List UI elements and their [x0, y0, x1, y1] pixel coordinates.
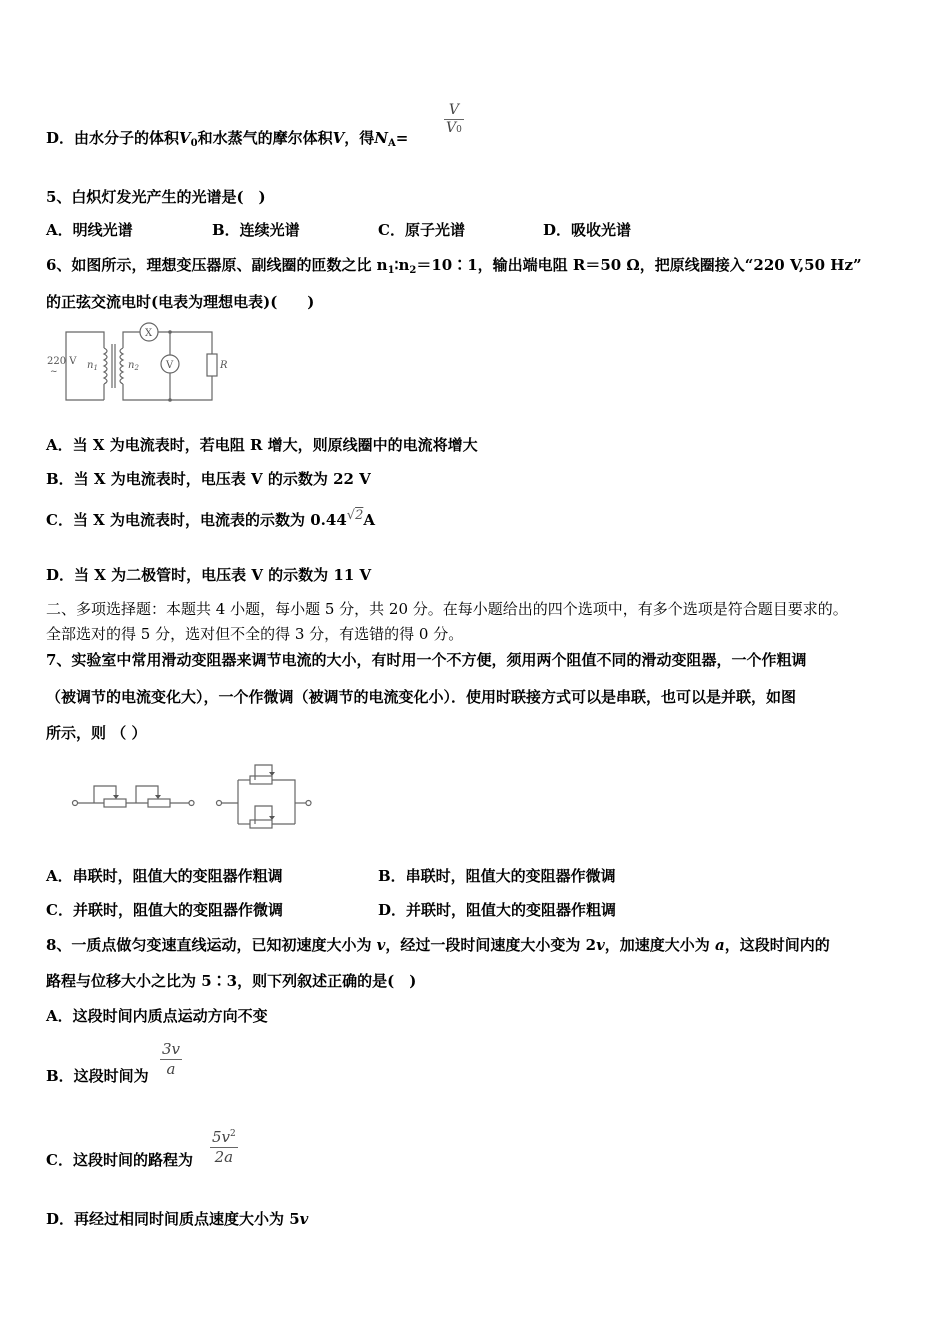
q8-v1: v — [376, 936, 386, 954]
q8d-v: v — [299, 1210, 309, 1228]
q6-option-c — [46, 510, 375, 532]
series-rheostat-2 — [148, 799, 170, 807]
q6-n1-sub: 1 — [387, 265, 395, 276]
q6c-sqrt-value: 2 — [355, 508, 364, 523]
q7-option-a: A．串联时，阻值大的变阻器作粗调 — [46, 867, 283, 885]
svg-text:~: ~ — [50, 367, 58, 377]
q6-colon: ∶n — [394, 256, 410, 274]
q8-option-a: A．这段时间内质点运动方向不变 — [46, 1007, 268, 1025]
q4d-mid: 和水蒸气的摩尔体积 — [197, 129, 333, 147]
q8-stem1-d: ，这段时间内的 — [724, 936, 830, 954]
q8-option-d — [46, 1209, 308, 1229]
q6-option-b: B．当 X 为电流表时，电压表 V 的示数为 22 V — [46, 470, 371, 488]
q8-option-c: C．这段时间的路程为 — [46, 1151, 193, 1169]
q8c-num-text: 5v — [212, 1128, 231, 1146]
q7-rheostat-figure — [66, 760, 316, 832]
q7-option-b: B．串联时，阻值大的变阻器作微调 — [378, 867, 616, 885]
q4d-v: V — [332, 129, 345, 147]
q4d-fraction — [444, 102, 464, 139]
q8d-pre: D．再经过相同时间质点速度大小为 5 — [46, 1210, 300, 1228]
q4d-v0: V — [179, 129, 191, 147]
q8b-num: 3v — [162, 1040, 181, 1058]
q4d-text: D．由水分子的体积 — [46, 129, 180, 147]
label-n2: $n_2$ — [128, 360, 139, 372]
q8-stem-line1 — [46, 935, 830, 955]
q4d-frac-num: V — [444, 102, 464, 120]
q6-stem1b: ＝10∶1，输出端电阻 R＝50 Ω，把原线圈接入“220 V,50 Hz” — [416, 256, 862, 274]
section2-line2: 全部选对的得 5 分，选对但不全的得 3 分，有选错的得 0 分。 — [46, 625, 464, 643]
q6-option-a: A．当 X 为电流表时，若电阻 R 增大，则原线圈中的电流将增大 — [46, 436, 478, 454]
resistor-r — [207, 354, 217, 376]
q8-stem1-b: ，经过一段时间速度大小变为 2 — [385, 936, 597, 954]
q6-stem-line2: 的正弦交流电时(电表为理想电表)( ) — [46, 293, 315, 311]
q4d-eq: = — [395, 129, 409, 147]
q8b-fraction — [160, 1040, 182, 1079]
q5-stem: 5、白炽灯发光产生的光谱是( ) — [46, 188, 266, 206]
label-x: X — [145, 328, 153, 339]
q7-stem-line1: 7、实验室中常用滑动变阻器来调节电流的大小，有时用一个不方便，须用两个阻值不同的滑动变阻器，一个作粗调 — [46, 651, 807, 669]
q4d-v0-sub: 0 — [190, 138, 198, 149]
q8c-num — [210, 1125, 238, 1148]
q4d-na: N — [374, 129, 389, 147]
q4d-frac-den — [444, 120, 464, 139]
q5-option-a: A．明线光谱 — [46, 221, 133, 239]
label-v: V — [166, 360, 174, 371]
q6-stem1: 6、如图所示，理想变压器原、副线圈的匝数之比 n — [46, 256, 388, 274]
q7-option-d: D．并联时，阻值大的变阻器作粗调 — [378, 901, 617, 919]
q8-v2: v — [596, 936, 605, 954]
q8-stem1-a: 8、一质点做匀变速直线运动，已知初速度大小为 — [46, 936, 377, 954]
q7-stem-line3: 所示，则 （ ） — [46, 724, 147, 742]
q8c-den: 2a — [214, 1148, 234, 1166]
label-n1: $n_1$ — [87, 360, 98, 372]
q7-stem-line2: （被调节的电流变化大），一个作微调（被调节的电流变化小）．使用时联接方式可以是串联，也可以是并联，如图 — [46, 688, 797, 706]
q8b-den: a — [166, 1060, 176, 1078]
q5-option-b: B．连续光谱 — [212, 221, 300, 239]
label-r: R — [220, 360, 228, 371]
label-220v: 220 V — [47, 356, 77, 367]
q4d-frac-den-sub: 0 — [456, 125, 462, 135]
q6-option-d: D．当 X 为二极管时，电压表 V 的示数为 11 V — [46, 566, 372, 584]
q8c-num-sup: 2 — [230, 1129, 236, 1139]
q7-option-c: C．并联时，阻值大的变阻器作微调 — [46, 901, 283, 919]
section2-line1: 二、多项选择题：本题共 4 小题，每小题 5 分，共 20 分。在每小题给出的四个选项中，有多个选项是符合题目要求的。 — [46, 600, 848, 618]
q8-stem1-c: ，加速度大小为 — [604, 936, 716, 954]
q5-option-d: D．吸收光谱 — [543, 221, 632, 239]
parallel-rheostat-2 — [250, 820, 272, 828]
series-rheostat-1 — [104, 799, 126, 807]
q4d-tail: ，得 — [344, 129, 375, 147]
q8c-fraction — [210, 1125, 238, 1167]
q8-option-b: B．这段时间为 — [46, 1067, 149, 1085]
q6c-post: A — [363, 511, 375, 529]
sqrt-icon: √2 — [346, 508, 364, 523]
q8-a1: a — [715, 936, 725, 954]
q4-option-d — [46, 128, 408, 154]
primary-coil — [104, 348, 107, 384]
parallel-rheostat-1 — [250, 776, 272, 784]
q6c-pre: C．当 X 为电流表时，电流表的示数为 0.44 — [46, 511, 347, 529]
q8-stem-line2: 路程与位移大小之比为 5∶3，则下列叙述正确的是( ) — [46, 972, 417, 990]
q5-option-c: C．原子光谱 — [378, 221, 465, 239]
secondary-coil — [120, 348, 123, 384]
q6-n2-sub: 2 — [409, 265, 417, 276]
q6-stem-line1 — [46, 255, 862, 281]
q4d-na-sub: A — [388, 138, 396, 149]
q4d-frac-den-v: V — [446, 120, 457, 136]
q6-circuit-figure — [44, 318, 234, 408]
